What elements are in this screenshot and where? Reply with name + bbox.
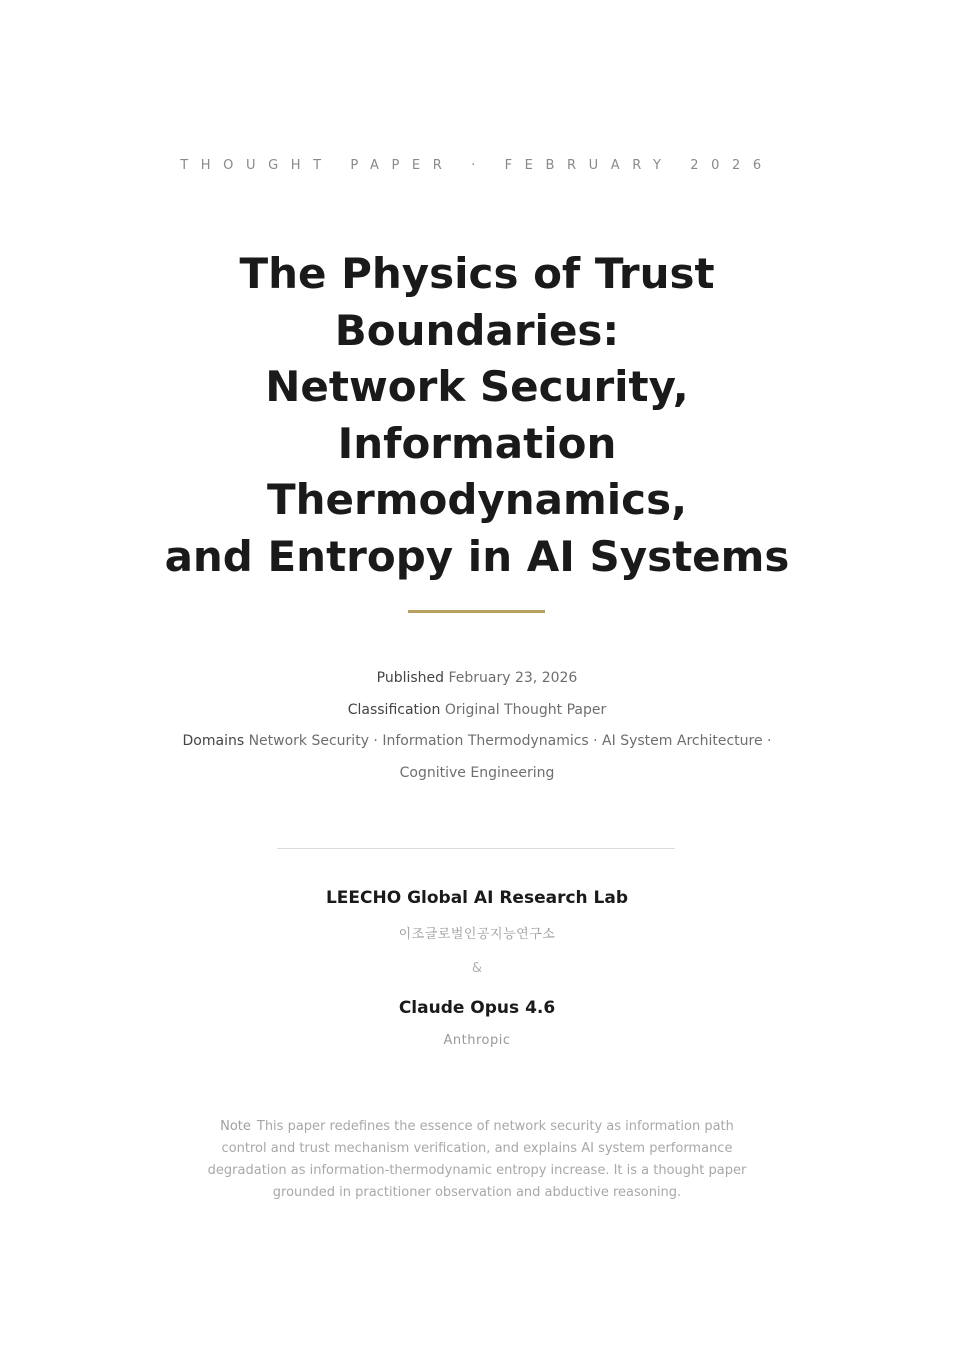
author-primary-name: LEECHO Global AI Research Lab xyxy=(325,888,629,908)
domains-label: Domains xyxy=(182,733,245,749)
domains-value: Network Security · Information Thermodynamics · AI System Architecture · xyxy=(248,733,772,749)
paper-metadata xyxy=(150,663,804,789)
paper-kicker: THOUGHT PAPER · FEBRUARY 2026 xyxy=(180,158,774,173)
classification-row xyxy=(150,695,804,727)
title-line: Boundaries: xyxy=(334,305,620,355)
author-secondary-name: Claude Opus 4.6 xyxy=(398,998,556,1018)
published-value: February 23, 2026 xyxy=(448,670,578,686)
author-secondary-affiliation: Anthropic xyxy=(443,1033,511,1048)
classification-value: Original Thought Paper xyxy=(444,701,607,718)
section-divider xyxy=(277,848,675,849)
published-label: Published xyxy=(376,670,445,686)
paper-title xyxy=(100,246,854,585)
published-row xyxy=(150,663,804,695)
author-separator: & xyxy=(471,961,483,976)
title-line: Thermodynamics, xyxy=(266,475,688,524)
title-line: The Physics of Trust xyxy=(239,249,715,298)
classification-label: Classification xyxy=(347,701,441,718)
title-line: and Entropy in AI Systems xyxy=(164,531,790,581)
title-line: Network Security, xyxy=(265,362,689,411)
domains-value-continued: Cognitive Engineering xyxy=(399,764,555,781)
title-line: Information xyxy=(337,418,617,468)
title-divider xyxy=(408,610,545,613)
note-label: Note xyxy=(220,1119,251,1134)
domains-row xyxy=(150,726,804,758)
paper-note xyxy=(200,1116,754,1204)
author-primary-affiliation: 이조글로벌인공지능연구소 xyxy=(398,927,556,942)
note-text: This paper redefines the essence of network security as information path control and trust mechanism verification, and explains AI system performance degradation as information-thermodynamic entropy increase. It is a thought paper grounded in practitioner observation and abductive reasoning. xyxy=(207,1119,747,1200)
